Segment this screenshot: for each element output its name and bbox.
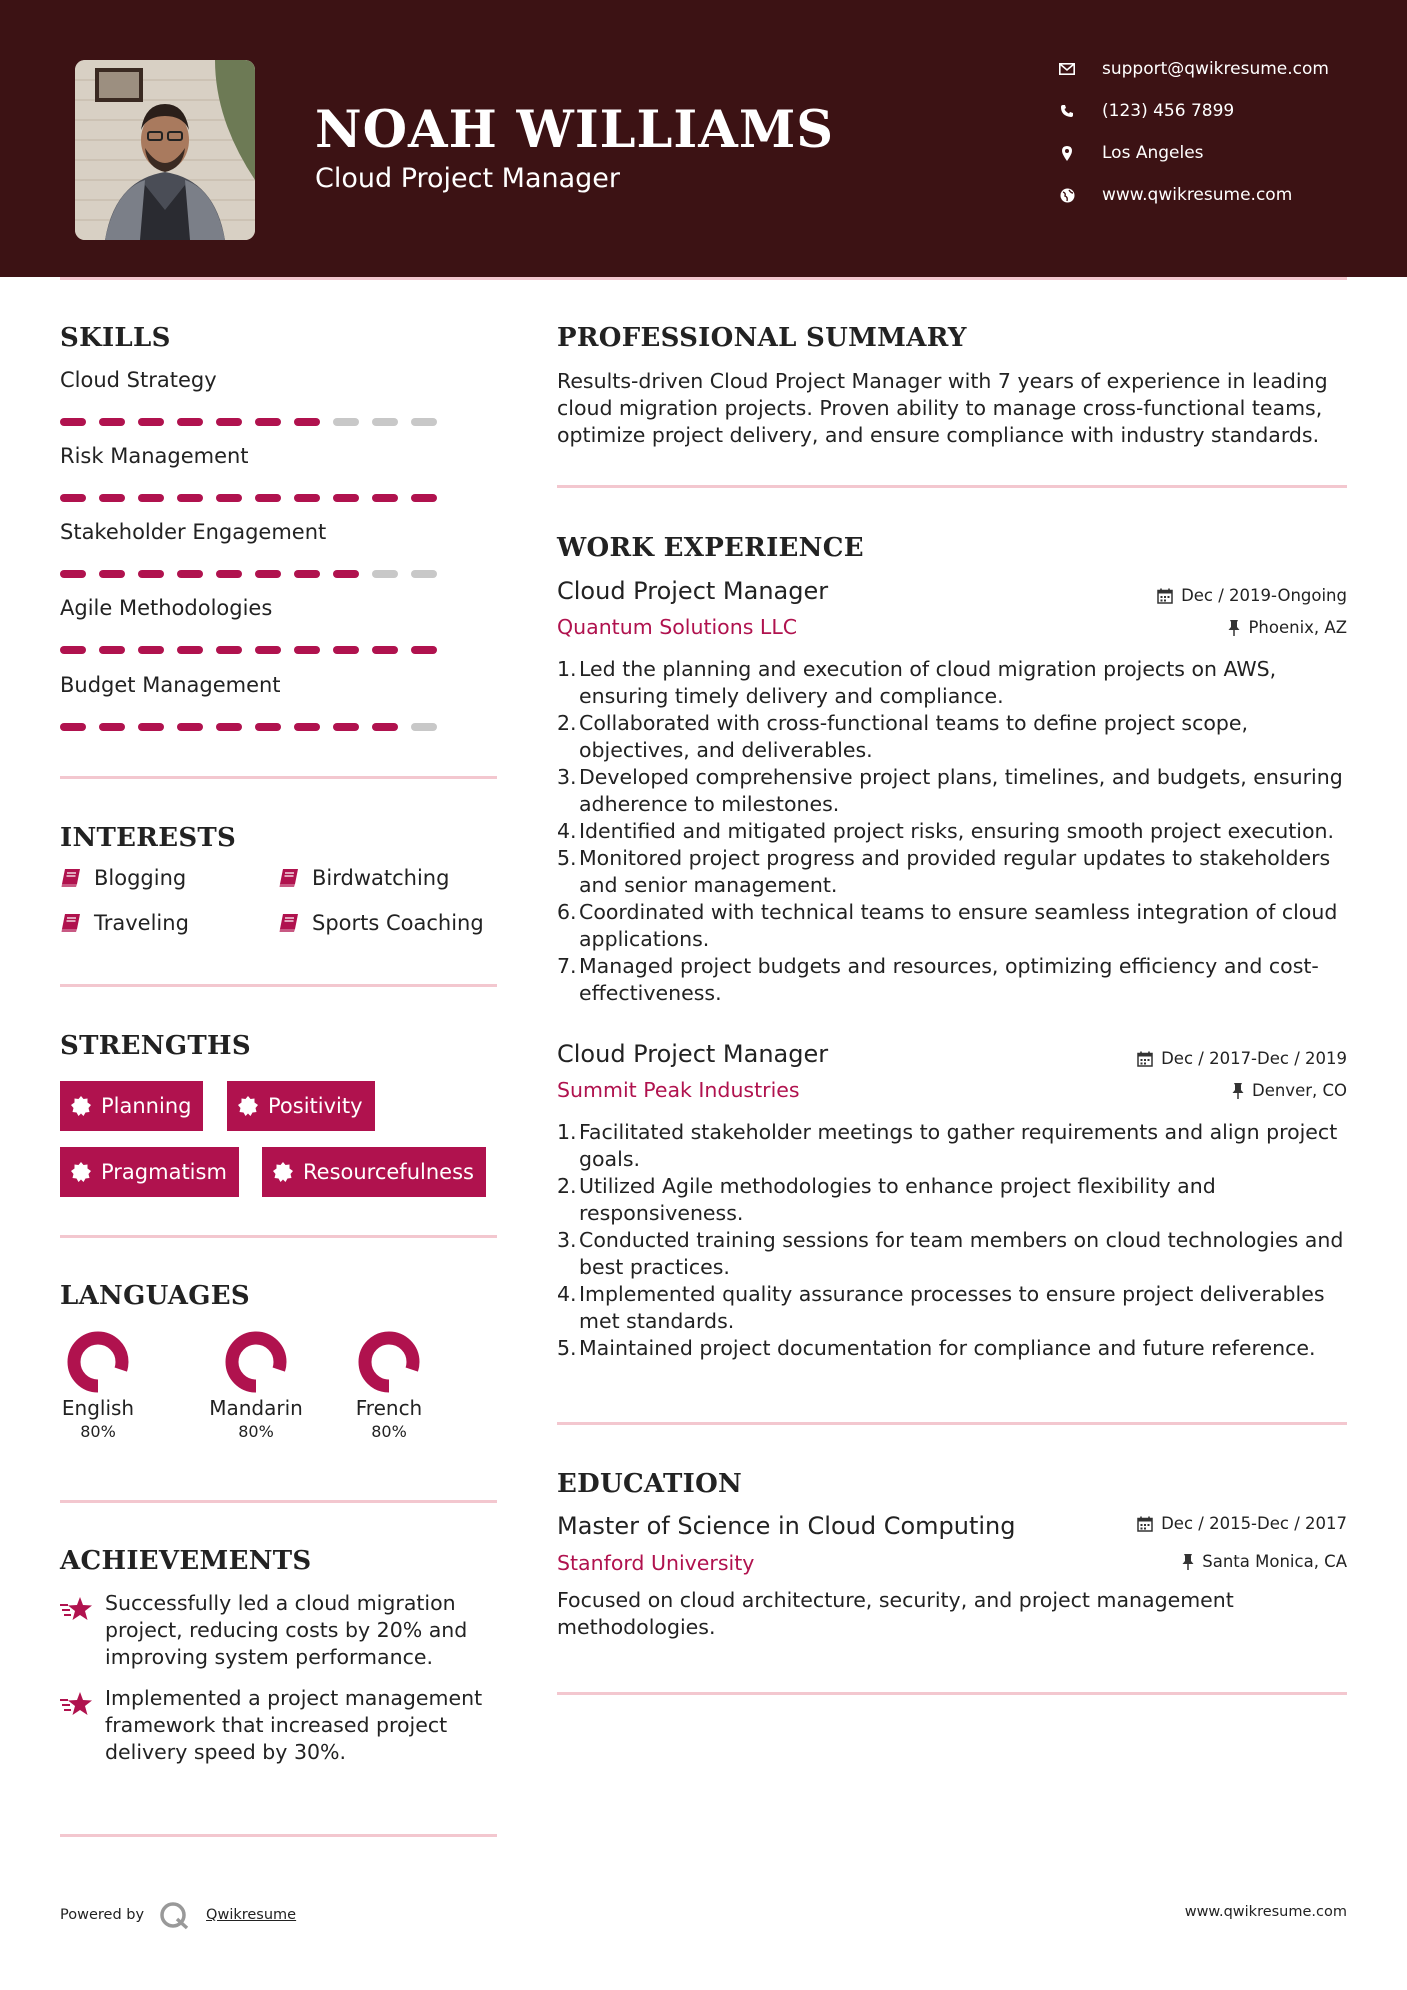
skill-level-dot <box>216 570 242 578</box>
summary-text: Results-driven Cloud Project Manager with 7 years of experience in leading cloud migration projects. Proven ability to manage cross-functional teams, optimize project delivery, and ensure compliance with industry standards. <box>557 369 1328 447</box>
calendar-icon <box>1137 1516 1153 1532</box>
job-bullets <box>557 1119 1357 1362</box>
skill-level-dot <box>138 570 164 578</box>
education-location <box>1182 1552 1347 1571</box>
skill-name: Stakeholder Engagement <box>60 520 327 544</box>
qwikresume-link[interactable]: Qwikresume <box>206 1907 297 1923</box>
company-name: Quantum Solutions LLC <box>557 615 798 639</box>
skill-level-bar <box>60 646 437 654</box>
skill-level-dot <box>372 646 398 654</box>
skill-level-dot <box>255 418 281 426</box>
calendar-icon <box>1157 588 1173 604</box>
skill-level-dot <box>333 570 359 578</box>
skill-level-dot <box>138 418 164 426</box>
skill-level-bar <box>60 723 437 731</box>
strength-label: Planning <box>101 1094 192 1118</box>
qwikresume-logo-icon <box>158 1900 192 1930</box>
location-text: Phoenix, AZ <box>1248 618 1347 637</box>
list-item: 5. Monitored project progress and provided regular updates to stakeholders and senior management. <box>557 845 1357 899</box>
skill-level-dot <box>411 494 437 502</box>
section-divider <box>60 1235 497 1238</box>
interest-item <box>278 866 449 890</box>
skill-level-bar <box>60 494 437 502</box>
skill-level-dot <box>372 723 398 731</box>
experience-heading: WORK EXPERIENCE <box>557 533 864 563</box>
skills-heading: SKILLS <box>60 323 171 353</box>
list-item: 2. Utilized Agile methodologies to enhance project flexibility and responsiveness. <box>557 1173 1357 1227</box>
star-award-icon <box>60 1691 93 1717</box>
strength-label: Positivity <box>268 1094 363 1118</box>
skill-level-dot <box>138 494 164 502</box>
date-text: Dec / 2015-Dec / 2017 <box>1161 1514 1347 1533</box>
skill-level-dot <box>216 723 242 731</box>
degree-title: Master of Science in Cloud Computing <box>557 1512 1016 1540</box>
phone-icon <box>1050 104 1084 118</box>
skill-level-dot <box>177 646 203 654</box>
bullet-text: Identified and mitigated project risks, ensuring smooth project execution. <box>579 819 1335 843</box>
job-date <box>1157 586 1347 605</box>
skill-level-dot <box>177 723 203 731</box>
website-text: www.qwikresume.com <box>1102 185 1293 205</box>
bullet-text: Conducted training sessions for team members on cloud technologies and best practices. <box>579 1228 1344 1279</box>
language-progress-ring <box>357 1330 421 1394</box>
footer-website[interactable]: www.qwikresume.com <box>1184 1904 1347 1920</box>
pushpin-icon <box>1182 1554 1194 1570</box>
achievement-item <box>60 1590 500 1671</box>
job-location <box>1232 1081 1347 1100</box>
profile-photo <box>75 60 255 240</box>
contact-phone[interactable] <box>1050 99 1390 123</box>
skill-level-dot <box>411 646 437 654</box>
candidate-name: NOAH WILLIAMS <box>315 100 835 160</box>
list-item: 4. Identified and mitigated project risks, ensuring smooth project execution. <box>557 819 1335 843</box>
skill-level-dot <box>411 418 437 426</box>
skill-level-dot <box>255 494 281 502</box>
job-title: Cloud Project Manager <box>557 1040 829 1068</box>
skill-level-dot <box>60 570 86 578</box>
skill-level-dot <box>333 418 359 426</box>
skill-name: Risk Management <box>60 444 249 468</box>
phone-text: (123) 456 7899 <box>1102 101 1235 121</box>
skill-level-dot <box>216 418 242 426</box>
badge-icon <box>71 1096 91 1116</box>
skill-level-dot <box>138 723 164 731</box>
strength-badge <box>262 1147 486 1197</box>
language-percent: 80% <box>80 1422 116 1441</box>
contact-email[interactable] <box>1050 57 1390 81</box>
skill-level-dot <box>294 570 320 578</box>
skill-level-bar <box>60 570 437 578</box>
skill-level-dot <box>177 418 203 426</box>
list-item: 6. Coordinated with technical teams to ensure seamless integration of cloud applications. <box>557 899 1357 953</box>
strength-badge <box>227 1081 375 1131</box>
skill-level-dot <box>255 723 281 731</box>
job-date <box>1137 1049 1347 1068</box>
section-divider <box>60 1834 497 1837</box>
list-item: 4. Implemented quality assurance processes to ensure project deliverables met standards. <box>557 1281 1357 1335</box>
resume-header <box>0 0 1407 277</box>
interests-heading: INTERESTS <box>60 823 237 853</box>
language-progress-arc <box>365 1338 413 1386</box>
language-name: English <box>61 1396 135 1420</box>
interest-label: Traveling <box>94 911 189 935</box>
language-item <box>334 1330 444 1441</box>
section-divider <box>60 776 497 779</box>
bullet-text: Utilized Agile methodologies to enhance project flexibility and responsiveness. <box>579 1174 1216 1225</box>
skill-level-dot <box>411 570 437 578</box>
school-name: Stanford University <box>557 1551 755 1575</box>
language-progress-ring <box>66 1330 130 1394</box>
language-progress-arc <box>232 1338 280 1386</box>
bullet-text: Facilitated stakeholder meetings to gather requirements and align project goals. <box>579 1120 1338 1171</box>
bullet-text: Led the planning and execution of cloud migration projects on AWS, ensuring timely delivery and compliance. <box>579 657 1277 708</box>
list-item: 3. Developed comprehensive project plans, timelines, and budgets, ensuring adherence to milestones. <box>557 764 1357 818</box>
education-date <box>1137 1514 1347 1533</box>
skill-level-bar <box>60 418 437 426</box>
section-divider <box>557 1422 1347 1425</box>
skill-level-dot <box>294 723 320 731</box>
badge-icon <box>273 1162 293 1182</box>
skill-name: Budget Management <box>60 673 281 697</box>
date-text: Dec / 2017-Dec / 2019 <box>1161 1049 1347 1068</box>
job-title: Cloud Project Manager <box>557 577 829 605</box>
section-divider <box>60 1500 497 1503</box>
location-text: Santa Monica, CA <box>1202 1552 1347 1571</box>
skill-level-dot <box>372 418 398 426</box>
star-award-icon <box>60 1596 93 1622</box>
badge-icon <box>238 1096 258 1116</box>
skill-level-dot <box>255 570 281 578</box>
skill-level-dot <box>99 418 125 426</box>
interest-item <box>60 866 186 890</box>
email-text: support@qwikresume.com <box>1102 59 1329 79</box>
company-name: Summit Peak Industries <box>557 1078 800 1102</box>
interest-item <box>60 911 189 935</box>
job-bullets <box>557 656 1357 1007</box>
map-pin-icon <box>1050 146 1084 161</box>
bullet-text: Managed project budgets and resources, optimizing efficiency and cost-effectiveness. <box>579 954 1319 1005</box>
summary-heading: PROFESSIONAL SUMMARY <box>557 323 967 353</box>
interest-item <box>278 911 484 935</box>
education-heading: EDUCATION <box>557 1469 743 1499</box>
list-item: 1. Facilitated stakeholder meetings to gather requirements and align project goals. <box>557 1119 1357 1173</box>
bullet-text: Coordinated with technical teams to ensure seamless integration of cloud applications. <box>579 900 1338 951</box>
language-item <box>201 1330 311 1441</box>
skill-level-dot <box>255 646 281 654</box>
skill-level-dot <box>333 723 359 731</box>
language-percent: 80% <box>371 1422 407 1441</box>
bullet-text: Developed comprehensive project plans, timelines, and budgets, ensuring adherence to milestones. <box>579 765 1343 816</box>
skill-name: Agile Methodologies <box>60 596 273 620</box>
skill-level-dot <box>216 494 242 502</box>
achievement-text: Implemented a project management framework that increased project delivery speed by 30%. <box>105 1686 483 1764</box>
list-item: 1. Led the planning and execution of cloud migration projects on AWS, ensuring timely delivery and compliance. <box>557 656 1357 710</box>
skill-level-dot <box>99 723 125 731</box>
skill-level-dot <box>99 570 125 578</box>
interest-label: Sports Coaching <box>312 911 484 935</box>
footer-powered-by <box>60 1900 296 1930</box>
skill-level-dot <box>216 646 242 654</box>
achievement-item <box>60 1685 500 1766</box>
strength-badge <box>60 1081 203 1131</box>
skill-level-dot <box>294 418 320 426</box>
interest-label: Birdwatching <box>312 866 450 890</box>
achievements-heading: ACHIEVEMENTS <box>60 1546 312 1576</box>
achievement-text: Successfully led a cloud migration project, reducing costs by 20% and improving system performance. <box>105 1591 468 1669</box>
skill-level-dot <box>99 494 125 502</box>
date-text: Dec / 2019-Ongoing <box>1181 586 1347 605</box>
skill-level-dot <box>294 646 320 654</box>
language-name: French <box>355 1396 423 1420</box>
section-divider <box>557 485 1347 488</box>
skill-level-dot <box>177 570 203 578</box>
skill-level-dot <box>333 494 359 502</box>
bullet-text: Maintained project documentation for compliance and future reference. <box>579 1336 1316 1360</box>
skill-level-dot <box>60 418 86 426</box>
book-icon <box>278 913 300 933</box>
skill-name: Cloud Strategy <box>60 368 217 392</box>
location-text: Los Angeles <box>1102 143 1204 163</box>
bullet-text: Implemented quality assurance processes to ensure project deliverables met standards. <box>579 1282 1325 1333</box>
language-progress-ring <box>224 1330 288 1394</box>
candidate-title: Cloud Project Manager <box>315 163 621 194</box>
list-item: 5. Maintained project documentation for compliance and future reference. <box>557 1336 1316 1360</box>
education-description: Focused on cloud architecture, security, and project management methodologies. <box>557 1588 1234 1639</box>
section-divider <box>557 1692 1347 1695</box>
header-divider <box>60 277 1347 280</box>
skill-level-dot <box>294 494 320 502</box>
skill-level-dot <box>138 646 164 654</box>
strength-label: Resourcefulness <box>303 1160 474 1184</box>
job-location <box>1228 618 1347 637</box>
language-item <box>43 1330 153 1441</box>
list-item: 7. Managed project budgets and resources, optimizing efficiency and cost-effectiveness. <box>557 953 1357 1007</box>
pushpin-icon <box>1232 1083 1244 1099</box>
bullet-text: Monitored project progress and provided regular updates to stakeholders and senior management. <box>579 846 1331 897</box>
section-divider <box>60 984 497 987</box>
strengths-heading: STRENGTHS <box>60 1031 251 1061</box>
skill-level-dot <box>411 723 437 731</box>
skill-level-dot <box>177 494 203 502</box>
strength-badge <box>60 1147 239 1197</box>
calendar-icon <box>1137 1051 1153 1067</box>
location-text: Denver, CO <box>1251 1081 1347 1100</box>
skill-level-dot <box>60 494 86 502</box>
contact-website[interactable] <box>1050 183 1390 207</box>
contact-location <box>1050 141 1390 165</box>
book-icon <box>60 868 82 888</box>
book-icon <box>278 868 300 888</box>
book-icon <box>60 913 82 933</box>
bullet-text: Collaborated with cross-functional teams to define project scope, objectives, and deliverables. <box>579 711 1249 762</box>
language-percent: 80% <box>238 1422 274 1441</box>
skill-level-dot <box>99 646 125 654</box>
interest-label: Blogging <box>94 866 187 890</box>
skill-level-dot <box>333 646 359 654</box>
skill-level-dot <box>372 570 398 578</box>
skill-level-dot <box>372 494 398 502</box>
globe-icon <box>1050 188 1084 203</box>
language-progress-arc <box>74 1338 122 1386</box>
powered-by-label: Powered by <box>60 1907 145 1923</box>
badge-icon <box>71 1162 91 1182</box>
languages-heading: LANGUAGES <box>60 1281 250 1311</box>
envelope-icon <box>1050 63 1084 75</box>
list-item: 2. Collaborated with cross-functional teams to define project scope, objectives, and deliverables. <box>557 710 1357 764</box>
list-item: 3. Conducted training sessions for team members on cloud technologies and best practices. <box>557 1227 1357 1281</box>
language-name: Mandarin <box>209 1396 303 1420</box>
skill-level-dot <box>60 723 86 731</box>
strength-label: Pragmatism <box>101 1160 227 1184</box>
pushpin-icon <box>1228 620 1240 636</box>
skill-level-dot <box>60 646 86 654</box>
